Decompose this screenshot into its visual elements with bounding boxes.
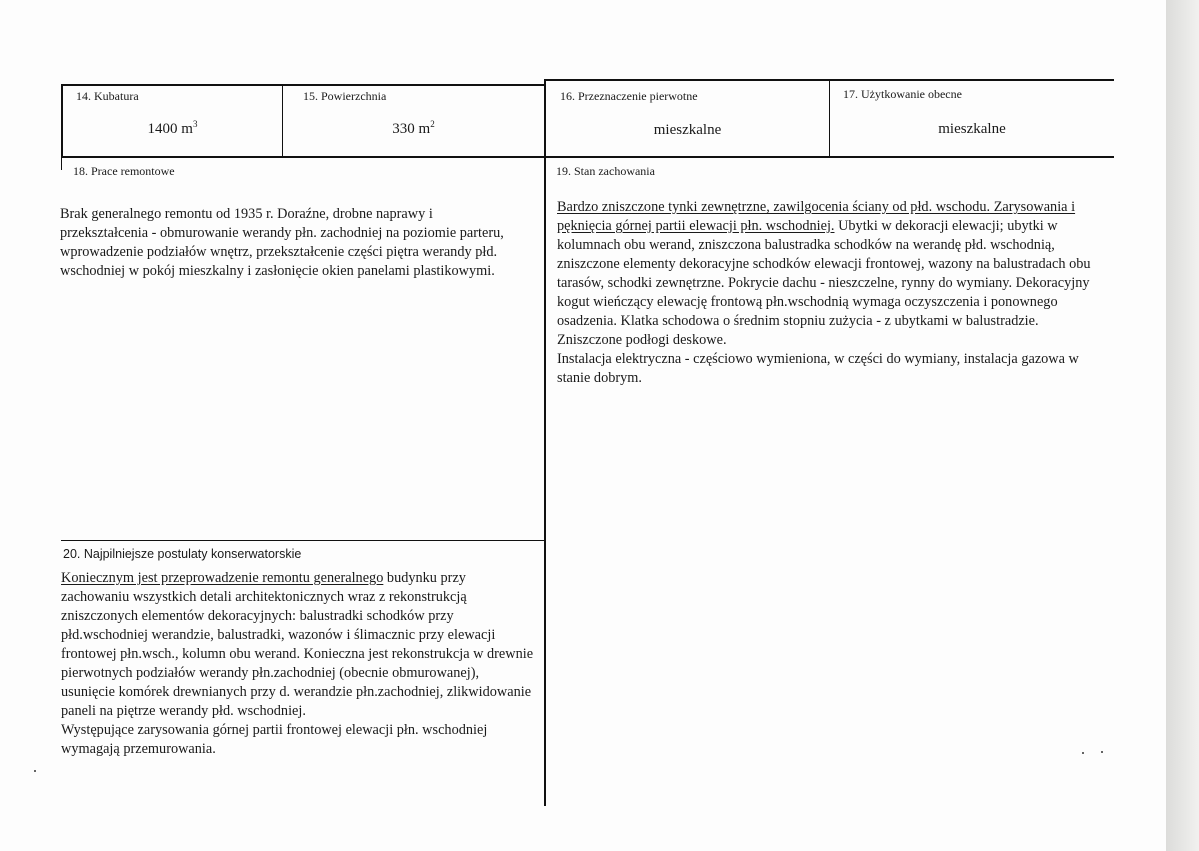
postulaty-text-block — [61, 569, 536, 759]
scan-speck — [34, 770, 36, 772]
postulaty-underlined: Koniecznym jest przeprowadzenie remontu generalnego — [61, 570, 384, 586]
left-border-mid — [61, 156, 62, 170]
kubatura-number: 1400 m — [147, 121, 193, 137]
postulaty-text: budynku przy zachowaniu wszystkich detali architektonicznych wraz z rekonstrukcją zniszczonych elementów dekoracyjnych: balustradki schodków przy płd.wschodniej werandzie, balustradki, wazonów i ślimacznic przy elewacji frontowej płn.wsch., kolumn obu werand. Konieczna jest rekonstrukcja w drewnie pierwotnych podziałów werandy płn.zachodniej (obecnie obmurowanej), usunięcie komórek drewnianych przy d. werandzie płn.zachodniej, zlikwidowanie paneli na piętrze werandy płd. wschodniej. — [61, 570, 534, 719]
uzytkowanie-label: 17. Użytkowanie obecne — [843, 87, 962, 101]
postulaty-label: 20. Najpilniejsze postulaty konserwatorskie — [63, 547, 302, 561]
przeznaczenie-value: mieszkalne — [653, 122, 722, 138]
scan-speck — [1082, 752, 1084, 754]
prace-text: Brak generalnego remontu od 1935 r. Doraźne, drobne naprawy i przekształcenia - obmurowanie werandy płn. zachodniej na poziomie parteru, wprowadzenie podziałów wnętrz, przekształcenie części piętra werandy płd. wschodniej w pokój mieszkalny i zasłonięcie okien panelami plastikowymi. — [60, 206, 504, 279]
stan-underlined: Bardzo zniszczone tynki zewnętrzne, zawilgocenia ściany od płd. wschodu. Zarysowania i pęknięcia górnej partii elewacji płn. wschodniej. — [557, 199, 1076, 234]
scan-edge — [1166, 0, 1199, 851]
powierzchnia-label: 15. Powierzchnia — [303, 89, 387, 103]
prace-label: 18. Prace remontowe — [73, 164, 175, 178]
postulaty-text-2: Występujące zarysowania górnej partii frontowej elewacji płn. wschodniej wymagają przemurowania. — [61, 722, 488, 757]
powierzchnia-value — [283, 120, 544, 138]
kubatura-value — [63, 120, 282, 138]
przeznaczenie-label: 16. Przeznaczenie pierwotne — [560, 89, 698, 103]
row1-bottom — [61, 156, 1114, 158]
powierzchnia-number: 330 m — [392, 121, 431, 137]
top-border-left — [61, 84, 544, 86]
uzytkowanie-value: mieszkalne — [938, 121, 1006, 137]
kubatura-label: 14. Kubatura — [76, 89, 139, 103]
kubatura-exponent: 3 — [192, 119, 198, 129]
stan-text-block — [557, 198, 1107, 388]
stan-text: Ubytki w dekoracji elewacji; ubytki w kolumnach obu werand, zniszczona balustradka schodków na werandę płd. wschodnią, zniszczone elementy dekoracyjne schodków elewacji frontowej, wazony na balustradach obu tarasów, schodki zewnętrzne. Pokrycie dachu - nieszczelne, rynny do wymiany. Dekoracyjny kogut wieńczący elewację frontową płn.wschodnią wymaga oczyszczenia i ponownego osadzenia. Klatka schodowa o średnim stopniu zużycia - z ubytkami w balustradzie. Zniszczone podłogi deskowe. — [557, 218, 1091, 348]
center-divider — [544, 79, 546, 806]
divider-16-17 — [829, 80, 830, 158]
row2-bottom-left — [61, 540, 545, 541]
stan-label: 19. Stan zachowania — [556, 164, 655, 178]
scan-speck — [1101, 751, 1103, 753]
stan-text-2: Instalacja elektryczna - częściowo wymieniona, w części do wymiany, instalacja gazowa w stanie dobrym. — [557, 351, 1079, 386]
powierzchnia-exponent: 2 — [430, 119, 435, 129]
